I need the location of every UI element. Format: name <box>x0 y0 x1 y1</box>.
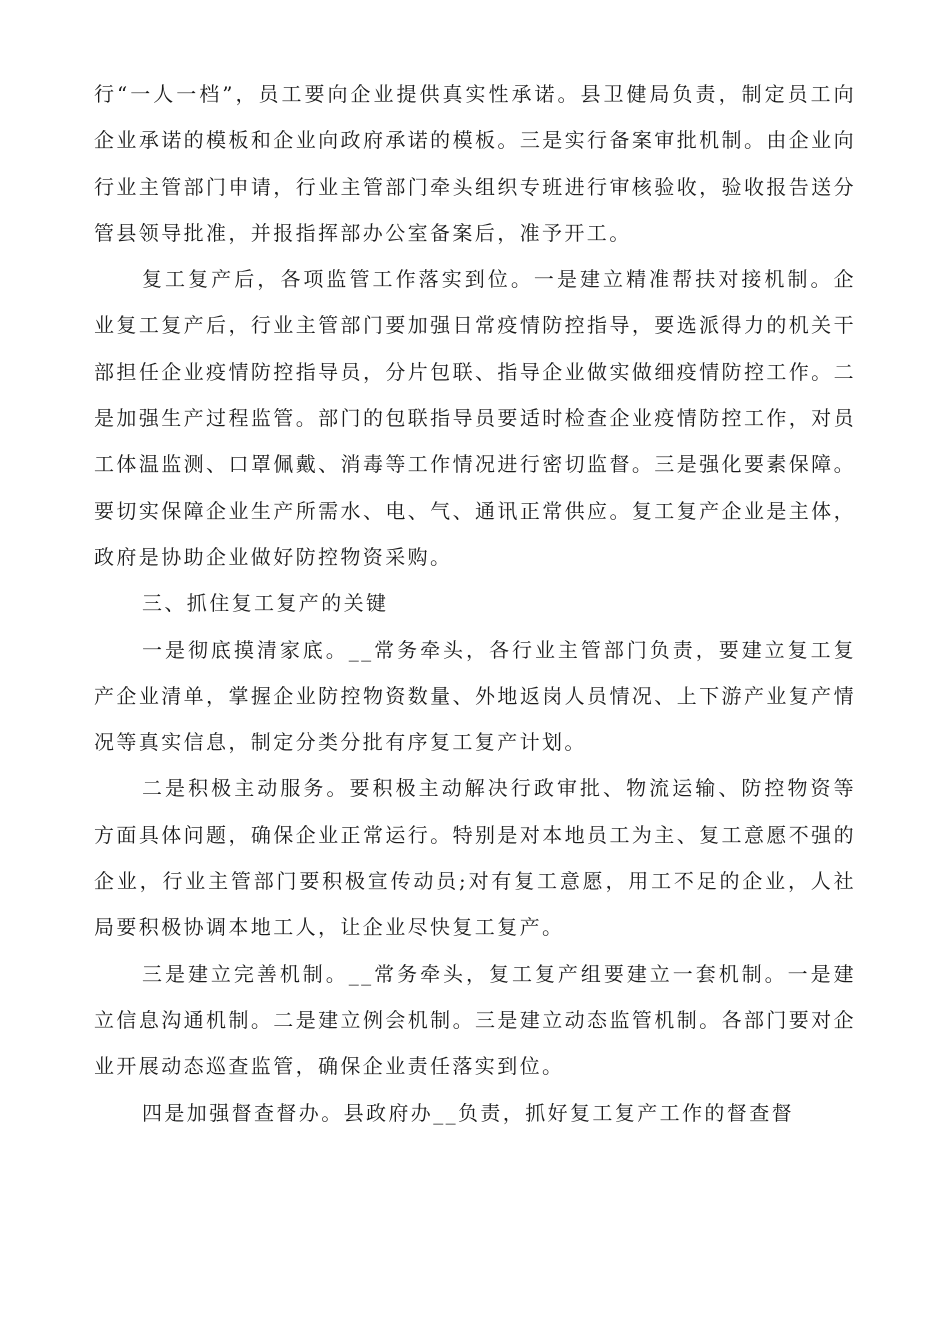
paragraph-2: 复工复产后，各项监管工作落实到位。一是建立精准帮扶对接机制。企业复工复产后，行业主管部门要加强日常疫情防控指导，要选派得力的机关干部担任企业疫情防控指导员，分片包联、指导企业做实做细疫情防控工作。二是加强生产过程监管。部门的包联指导员要适时检查企业疫情防控工作，对员工体温监测、口罩佩戴、消毒等工作情况进行密切监督。三是强化要素保障。要切实保障企业生产所需水、电、气、通讯正常供应。复工复产企业是主体，政府是协助企业做好防控物资采购。 <box>94 267 856 569</box>
paragraph-4: 二是积极主动服务。要积极主动解决行政审批、物流运输、防控物资等方面具体问题，确保企业正常运行。特别是对本地员工为主、复工意愿不强的企业，行业主管部门要积极宣传动员;对有复工意愿，用工不足的企业，人社局要积极协调本地工人，让企业尽快复工复产。 <box>94 776 856 940</box>
paragraph-1: 行“一人一档”，员工要向企业提供真实性承诺。县卫健局负责，制定员工向企业承诺的模板和企业向政府承诺的模板。三是实行备案审批机制。由企业向行业主管部门申请，行业主管部门牵头组织专班进行审核验收，验收报告送分管县领导批准，并报指挥部办公室备案后，准予开工。 <box>94 82 856 245</box>
document-page <box>94 71 856 1136</box>
section-heading: 三、抓住复工复产的关键 <box>142 591 389 616</box>
paragraph-5: 三是建立完善机制。__常务牵头，复工复产组要建立一套机制。一是建立信息沟通机制。二是建立例会机制。三是建立动态监管机制。各部门要对企业开展动态巡查监管，确保企业责任落实到位。 <box>94 961 856 1079</box>
paragraph-3: 一是彻底摸清家底。__常务牵头，各行业主管部门负责，要建立复工复产企业清单，掌握企业防控物资数量、外地返岗人员情况、上下游产业复产情况等真实信息，制定分类分批有序复工复产计划。 <box>94 637 856 755</box>
paragraph-6: 四是加强督查督办。县政府办__负责，抓好复工复产工作的督查督 <box>142 1100 794 1125</box>
